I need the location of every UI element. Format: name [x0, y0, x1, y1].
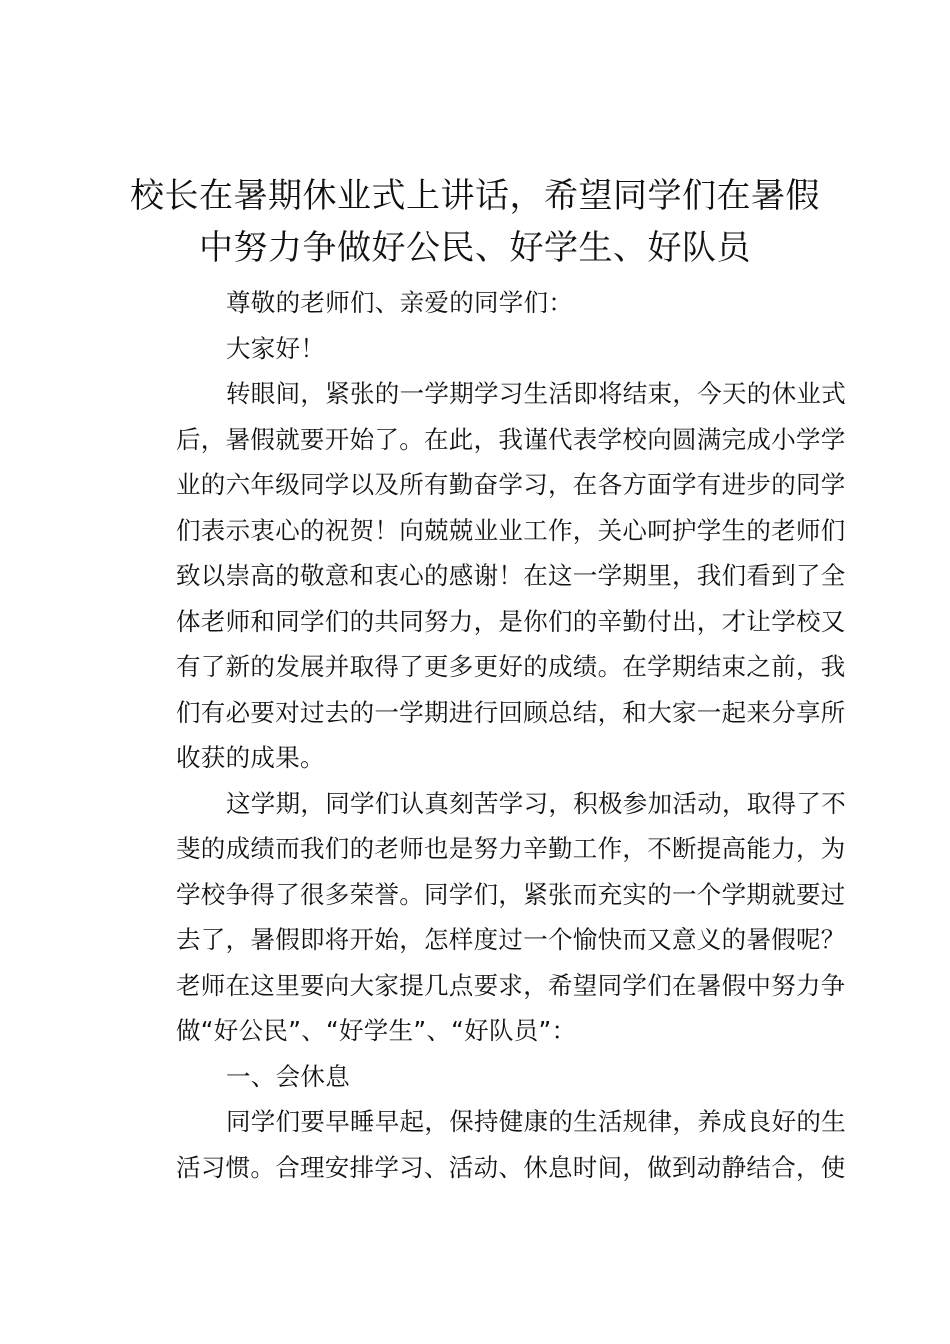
body-paragraph [127, 1099, 846, 1190]
text-line: 一、会休息 [226, 1061, 350, 1091]
title-line: 中努力争做好公民、好学生、好队员 [199, 228, 751, 268]
text-line: 业的六年级同学以及所有勤奋学习，在各方面学有进步的同学 [176, 470, 846, 499]
document-body [127, 280, 846, 1190]
text-line: 大家好！ [226, 333, 326, 363]
greeting-paragraph [127, 280, 830, 326]
section-heading [127, 1054, 830, 1100]
text-line: 后，暑假就要开始了。在此，我谨代表学校向圆满完成小学学 [176, 424, 846, 454]
text-line: 有了新的发展并取得了更多更好的成绩。在学期结束之前，我 [176, 652, 846, 681]
text-line: 们有必要对过去的一学期进行回顾总结，和大家一起来分享所 [176, 697, 846, 727]
text-line: 转眼间，紧张的一学期学习生活即将结束，今天的休业式 [226, 379, 846, 408]
text-line: 老师在这里要向大家提几点要求，希望同学们在暑假中努力争 [176, 970, 846, 1000]
text-line: 尊敬的老师们、亲爱的同学们： [226, 288, 574, 317]
body-paragraph [127, 371, 846, 781]
text-line: 收获的成果。 [176, 743, 325, 772]
text-line: 同学们要早睡早起，保持健康的生活规律，养成良好的生 [226, 1107, 846, 1136]
body-paragraph [127, 781, 846, 1054]
text-line: 去了，暑假即将开始，怎样度过一个愉快而又意义的暑假呢？ [176, 925, 846, 954]
document-title [100, 170, 850, 274]
text-line: 活习惯。合理安排学习、活动、休息时间，做到动静结合，使 [176, 1152, 846, 1182]
text-line: 体老师和同学们的共同努力，是你们的辛勤付出，才让学校又 [176, 606, 846, 636]
text-line: 这学期，同学们认真刻苦学习，积极参加活动，取得了不 [226, 788, 846, 818]
text-line: 们表示衷心的祝贺！向兢兢业业工作，关心呵护学生的老师们 [176, 515, 846, 545]
text-line: 学校争得了很多荣誉。同学们，紧张而充实的一个学期就要过 [176, 879, 846, 909]
text-line: 致以崇高的敬意和衷心的感谢！在这一学期里，我们看到了全 [176, 561, 846, 590]
text-line: 做“好公民”、“好学生”、“好队员”： [176, 1016, 577, 1045]
title-line: 校长在暑期休业式上讲话，希望同学们在暑假 [130, 176, 820, 216]
salutation-paragraph [127, 326, 830, 372]
text-line: 斐的成绩而我们的老师也是努力辛勤工作，不断提高能力，为 [176, 834, 846, 863]
